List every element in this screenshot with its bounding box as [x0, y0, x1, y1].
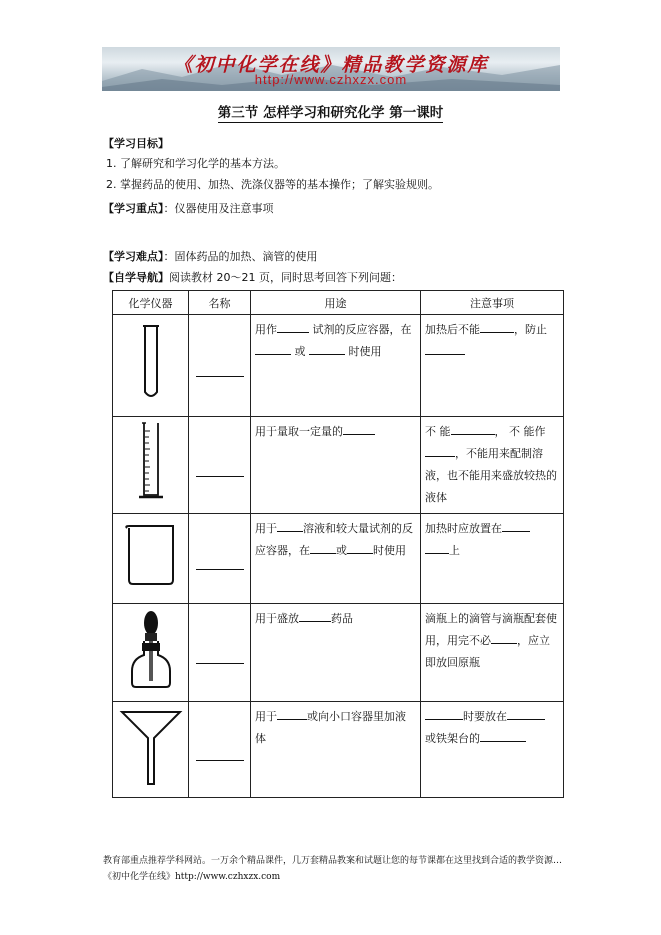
- header-note: 注意事项: [421, 291, 564, 315]
- table-row: [113, 604, 564, 702]
- guide-line: 【自学导航】阅读教材 20～21 页，同时思考回答下列问题：: [103, 271, 402, 284]
- objective-item-2: 2. 掌握药品的使用、加热、洗涤仪器等的基本操作；了解实验规则。: [106, 178, 439, 191]
- funnel-image: [113, 702, 189, 798]
- table-header-row: [113, 291, 564, 315]
- table-row: [113, 417, 564, 514]
- instrument-table: [112, 290, 564, 798]
- header-use: 用途: [251, 291, 421, 315]
- use-cell: 用于 溶液和较大量试剂的反应容器，在 或 时使用: [251, 514, 421, 604]
- use-cell: 用于 或向小口容器里加液体: [251, 702, 421, 798]
- objectives-heading: 【学习目标】: [103, 137, 169, 150]
- note-cell: 加热时应放置在 上: [421, 514, 564, 604]
- name-blank[interactable]: [189, 315, 251, 417]
- test-tube-image: [113, 315, 189, 417]
- use-cell: 用于量取一定量的: [251, 417, 421, 514]
- name-blank[interactable]: [189, 514, 251, 604]
- page-title: 第三节 怎样学习和研究化学 第一课时: [217, 105, 444, 121]
- use-cell: 用于盛放 药品: [251, 604, 421, 702]
- objective-item-1: 1. 了解研究和学习化学的基本方法。: [106, 157, 285, 170]
- name-blank[interactable]: [189, 702, 251, 798]
- difficulty-line: 【学习难点】：固体药品的加热、滴管的使用: [103, 250, 318, 263]
- keypoint-line: 【学习重点】：仪器使用及注意事项: [103, 202, 274, 215]
- header-banner: [102, 47, 560, 91]
- header-name: 名称: [189, 291, 251, 315]
- name-blank[interactable]: [189, 604, 251, 702]
- note-cell: 不 能 ， 不 能作，不能用来配制溶液，也不能用来盛放较热的液体: [421, 417, 564, 514]
- header-instrument: 化学仪器: [113, 291, 189, 315]
- table-row: [113, 514, 564, 604]
- footer-text: 教育部重点推荐学科网站。一万余个精品课件，几万套精品教案和试题让您的每节课都在这里找到合适的教学资源…《初中化学在线》: [103, 856, 563, 882]
- banner-title: 《初中化学在线》精品教学资源库: [173, 54, 489, 76]
- banner-url[interactable]: http://www.czhxzx.com: [254, 72, 408, 87]
- table-row: [113, 702, 564, 798]
- note-cell: 时要放在 或铁架台的: [421, 702, 564, 798]
- name-blank[interactable]: [189, 417, 251, 514]
- note-cell: 滴瓶上的滴管与滴瓶配套使用，用完不必 ，应立即放回原瓶: [421, 604, 564, 702]
- dropper-bottle-image: [113, 604, 189, 702]
- use-cell: 用作 试剂的反应容器，在 或 时使用: [251, 315, 421, 417]
- note-cell: 加热后不能 ，防止: [421, 315, 564, 417]
- beaker-image: [113, 514, 189, 604]
- footer-url[interactable]: http://www.czhxzx.com: [175, 872, 281, 882]
- table-row: [113, 315, 564, 417]
- graduated-cylinder-image: [113, 417, 189, 514]
- footer: [103, 853, 573, 885]
